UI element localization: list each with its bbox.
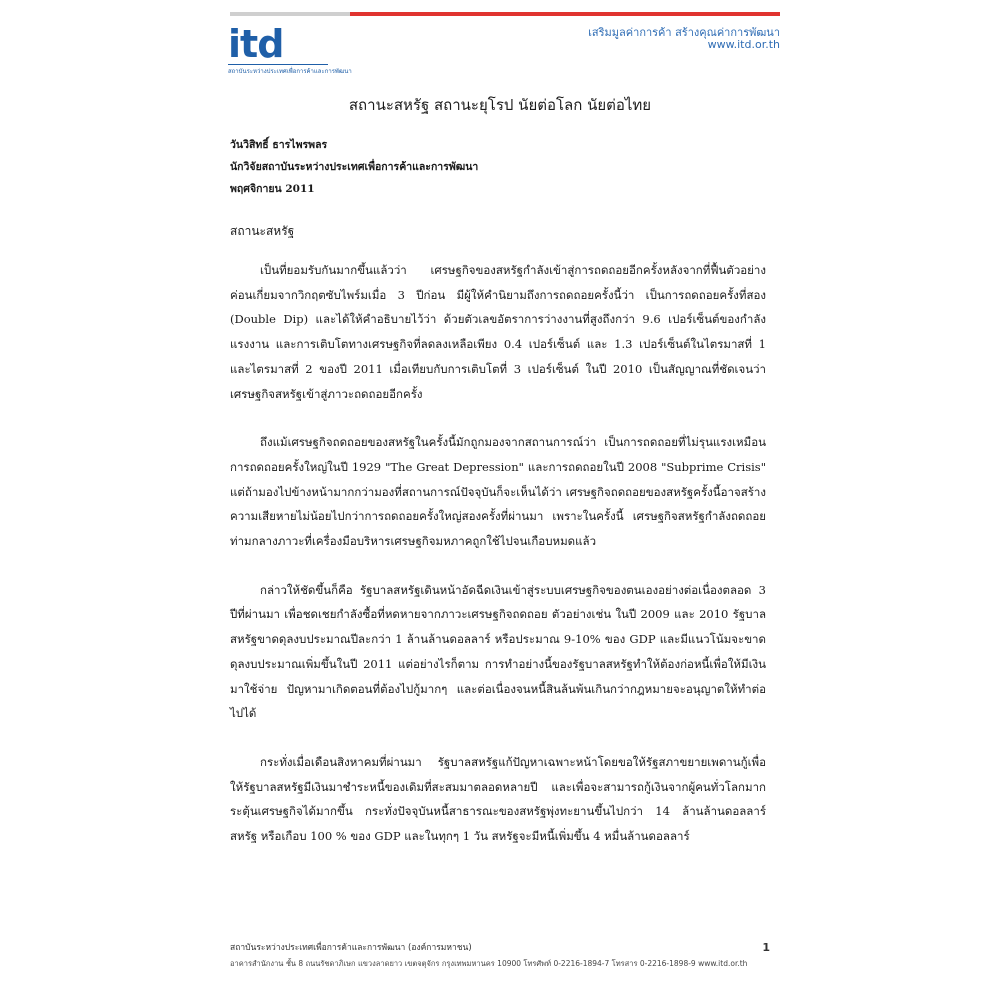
article-body [230, 258, 766, 873]
article-meta [230, 134, 478, 200]
section-heading: สถานะสหรัฐ [230, 224, 295, 238]
accent-bar-red [350, 12, 780, 16]
paragraph: เป็นที่ยอมรับกันมากขึ้นแล้วว่า เศรษฐกิจของสหรัฐกำลังเข้าสู่การถดถอยอีกครั้งหลังจากที่ฟื้นตัวอย่างค่อนเกี่ยมจากวิกฤตซับไพร์มเมื่อ 3 ปีก่อน มีผู้ให้คำนิยามถึงการถดถอยครั้งนี้ว่า เป็นการถดถอยครั้งที่สอง (Double Dip) และได้ให้คำอธิบายไว้ว่า ด้วยตัวเลขอัตราการว่างงานที่สูงถึงกว่า 9.6 เปอร์เซ็นต์ของกำลังแรงงาน และการเติบโตทางเศรษฐกิจที่ลดลงเหลือเพียง 0.4 เปอร์เซ็นต์ และ 1.3 เปอร์เซ็นต์ในไตรมาสที่ 1 และไตรมาสที่ 2 ของปี 2011 เมื่อเทียบกับการเติบโตที่ 3 เปอร์เซ็นต์ ในปี 2010 เป็นสัญญาณที่ชัดเจนว่า เศรษฐกิจสหรัฐเข้าสู่ภาวะถดถอยอีกครั้ง [230, 263, 766, 401]
paragraph: กล่าวให้ชัดขึ้นก็คือ รัฐบาลสหรัฐเดินหน้าอัดฉีดเงินเข้าสู่ระบบเศรษฐกิจของตนเองอย่างต่อเนื่องตลอด 3 ปีที่ผ่านมา เพื่อชดเชยกำลังซื้อที่หดหายจากภาวะเศรษฐกิจถดถอย ตัวอย่างเช่น ในปี 2009 และ 2010 รัฐบาลสหรัฐขาดดุลงบประมาณปีละกว่า 1 ล้านล้านดอลลาร์ หรือประมาณ 9-10% ของ GDP และมีแนวโน้มจะขาดดุลงบประมาณเพิ่มขึ้นในปี 2011 แต่อย่างไรก็ตาม การทำอย่างนี้ของรัฐบาลสหรัฐทำให้ต้องก่อหนี้เพื่อให้มีเงินมาใช้จ่าย ปัญหามาเกิดตอนที่ต้องไปกู้มากๆ และต่อเนื่องจนหนี้สินล้นพ้นเกินกว่ากฎหมายจะอนุญาตให้ทำต่อไปได้ [230, 582, 766, 721]
tagline-text: เสริมมูลค่าการค้า สร้างคุณค่าการพัฒนา [588, 26, 780, 39]
header-accent-bar [230, 12, 780, 16]
logo-wordmark: itd [228, 22, 284, 66]
paragraph: กระทั่งเมื่อเดือนสิงหาคมที่ผ่านมา รัฐบาลสหรัฐแก้ปัญหาเฉพาะหน้าโดยขอให้รัฐสภาขยายเพดานกู้เพื่อให้รัฐบาลสหรัฐมีเงินมาชำระหนี้ของเดิมที่สะสมมาตลอดหลายปี และเพื่อจะสามารถกู้เงินจากผู้คนทั่วโลกมากระตุ้นเศรษฐกิจได้มากขึ้น กระทั่งปัจจุบันหนี้สาธารณะของสหรัฐพุ่งทะยานขึ้นไปกว่า 14 ล้านล้านดอลลาร์สหรัฐ หรือเกือบ 100 % ของ GDP และในทุกๆ 1 วัน สหรัฐจะมีหนี้เพิ่มขึ้น 4 หมื่นล้านดอลลาร์ [230, 754, 766, 844]
page-footer [230, 940, 770, 972]
footer-address: อาคารสำนักงาน ชั้น 8 ถนนรัชดาภิเษก แขวงลาดยาว เขตจตุจักร กรุงเทพมหานคร 10900 โทรศัพท์ 0-2216-1894-7 โทรสาร 0-2216-1898-9 www.itd.or.th [230, 959, 748, 968]
website-link[interactable]: www.itd.or.th [707, 38, 780, 51]
author-position: นักวิจัยสถาบันระหว่างประเทศเพื่อการค้าและการพัฒนา [230, 161, 479, 173]
itd-logo [228, 22, 352, 75]
header-tagline-block [588, 27, 780, 51]
author-name: วันวิสิทธิ์ ธารไพรพลร [230, 139, 328, 151]
accent-bar-grey [230, 12, 350, 16]
footer-org: สถาบันระหว่างประเทศเพื่อการค้าและการพัฒนา (องค์การมหาชน) [230, 943, 472, 953]
publication-date: พฤศจิกายน 2011 [230, 183, 315, 195]
page-number: 1 [762, 941, 770, 954]
paragraph: ถึงแม้เศรษฐกิจถดถอยของสหรัฐในครั้งนี้มักถูกมองจากสถานการณ์ว่า เป็นการถดถอยที่ไม่รุนแรงเหมือนการถดถอยครั้งใหญ่ในปี 1929 "The Great Depression" และการถดถอยในปี 2008 "Subprime Crisis" แต่ถ้ามองไปข้างหน้ามากกว่ามองที่สถานการณ์ปัจจุบันก็จะเห็นได้ว่า เศรษฐกิจถดถอยของสหรัฐครั้งนี้อาจสร้างความเสียหายไม่น้อยไปกว่าการถดถอยครั้งใหญ่สองครั้งที่ผ่านมา เพราะในครั้งนี้ เศรษฐกิจสหรัฐกำลังถดถอยท่ามกลางภาวะที่เครื่องมือบริหารเศรษฐกิจมหภาคถูกใช้ไปจนเกือบหมดแล้ว [230, 435, 766, 549]
article-title: สถานะสหรัฐ สถานะยุโรป นัยต่อโลก นัยต่อไทย [348, 96, 652, 114]
logo-subtitle: สถาบันระหว่างประเทศเพื่อการค้าและการพัฒนา [228, 64, 328, 76]
